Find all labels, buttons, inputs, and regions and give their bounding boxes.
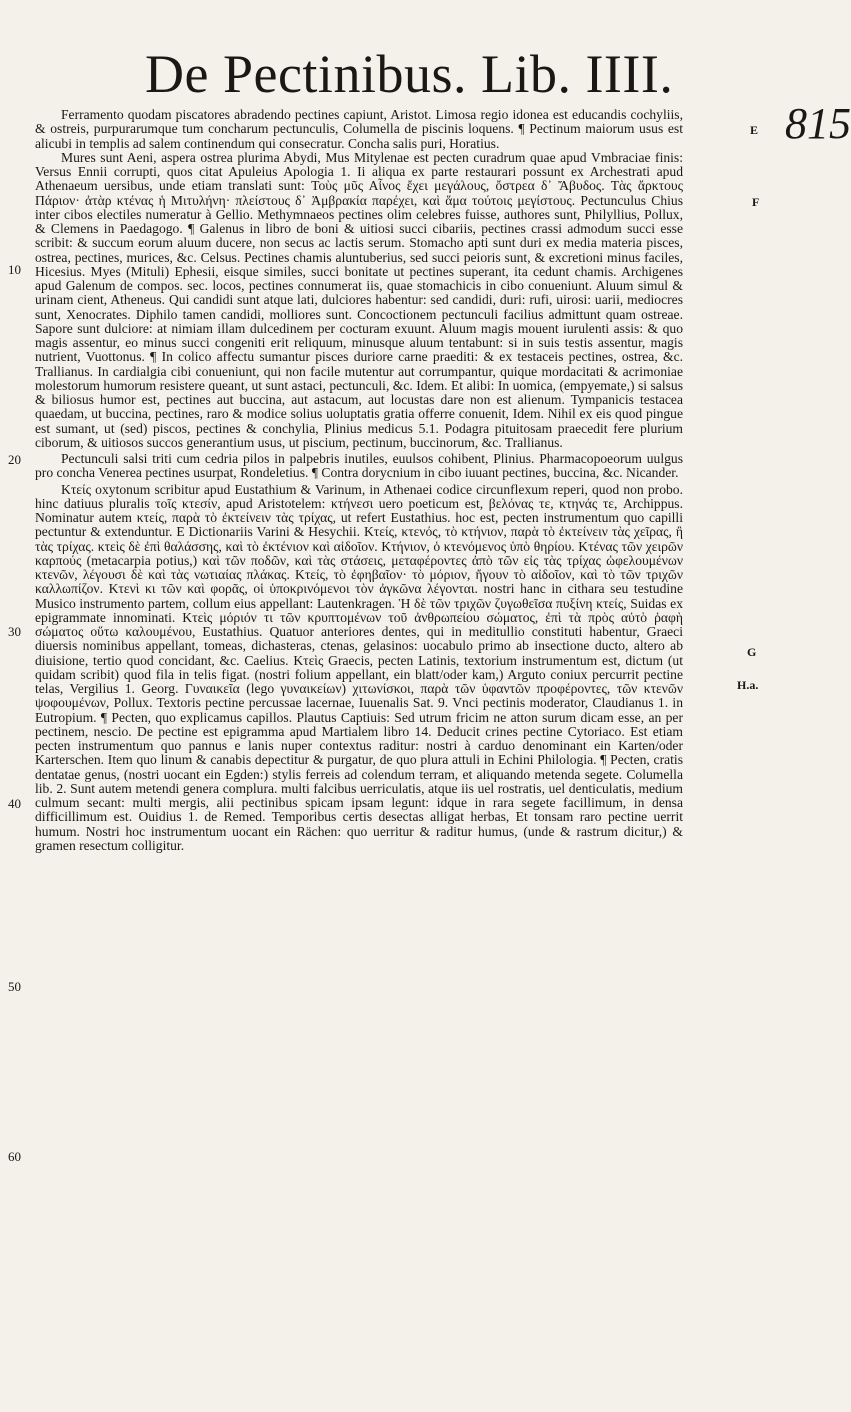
main-text bbox=[35, 108, 683, 853]
line-number: 50 bbox=[8, 979, 21, 994]
line-number: 30 bbox=[8, 624, 21, 639]
line-number: 40 bbox=[8, 796, 21, 811]
paragraph: Ferramento quodam piscatores abradendo pectines capiunt, Aristot. Limosa regio idonea est educandis cochyliis, & ostreis, purpurarumque tum concharum pectunculis, Columella de piscinis loquens. ¶ Pectinum maiorum usus est alicubi in templis ad salem continendum qui consecratur. Concha salis puri, Horatius. bbox=[35, 107, 683, 151]
paragraph: Mures sunt Aeni, aspera ostrea plurima Abydi, Mus Mitylenae est pecten curadrum quae apud Vmbraciae finis: Versus Ennii corrupti, quos citat Apuleius Apologia 1. Ii aliqua ex parte restaurari possunt ex Archestrati apud Athenaeum uersibus, unde etiam translati sunt: Τοὺς μῦς Αἶνος ἔχει μεγάλους, ὄστρεα δ᾽ Ἄβυδος. Τὰς ἄρκτους Πάριον· ἀτὰρ κτένας ἡ Μιτυλήνη· πλείστους δ᾽ Ἀμβρακία παρέχει, καὶ ἅμα τούτοις μεγίστους. Pectunculus Chius inter cibos electiles numeratur à Gellio. Methymnaeos pectines olim celebres fuisse, authores sunt, Philyllius, Pollux, & Clemens in Paedagogo. ¶ Galenus in libro de boni & uitiosi succi cibariis, pectines crassi admodum succi esse scribit: & succum eorum aluum ducere, non secus ac lactis serum. Stomacho apti sunt duri ex media materia pisces, ostrea, pectines, murices, &c. Celsus. Pectines chamis aluntuberius, sed succi peioris sunt, & excretioni minus faciles, Hicesius. Myes (Mituli) Ephesii, eisque similes, succi bonitate ut pectines superant, ita cedunt chamis. Archigenes apud Galenum de compos. sec. locos, pectines connumerat iis, quae stomachicis in cibo conueniunt. Aluum simul & urinam cient, Atheneus. Qui candidi sunt atque lati, dulciores habentur: sed candidi, duri: rufi, uirosi: uarii, mediocres sunt, Xenocrates. Diphilo tamen candidi, molliores sunt. Concoctionem pectunculi facilius admittunt quam ostreae. Sapore sunt dulciore: at nimiam illam dulcedinem per cocturam exuunt. Aluum magis mouent iurulenti assis: & quo magis assentur, eo minus succi congeniti erit reliquum, minusque aluum tentabunt: si in suis testis assentur, magis nutrient, Vuottonus. ¶ In colico affectu sumantur pisces duriore carne praediti: & ex testaceis pectines, ostrea, &c. Trallianus. In cardialgia cibi conueniunt, qui non facile mutentur aut corrumpantur, quique mordacitati & acrimoniae molestorum humorum resistere queant, ut sunt astaci, pectunculi, &c. Idem. Et alibi: In uomica, (empyemate,) si salsus & biliosus humor est, pectines aut buccina, aut astacum, aut locustas dare non est alienum. Tympanicis testacea quaedam, ut buccina, pectines, raro & modice solius uoluptatis gratia offerre conuenit, Idem. Nihil ex eis quod pingue est sumant, ut (sed) piscos, pectines & conchylia, Plinius medicus 5.1. Podagra pituitosam praecedit fere plurium ciborum, & uitiosos succos generantium usus, ut piscium, pectinum, buccinorum, &c. Trallianus. bbox=[35, 149, 683, 450]
line-number: 20 bbox=[8, 452, 21, 467]
paragraph: Pectunculi salsi triti cum cedria pilos in palpebris inutiles, euulsos cohibent, Plinius. Pharmacopoeorum uulgus pro concha Venerea pectines usurpat, Rondeletius. ¶ Contra dorycnium in cibo iuuant pectines, buccina, &c. Nicander. bbox=[35, 451, 683, 481]
paragraph: Κτείς oxytonum scribitur apud Eustathium & Varinum, in Athenaei codice circunflexum reperi, quod non probo. hinc datiuus pluralis τοῖς κτεσίν, apud Aristotelem: κτήνεσι uero poeticum est, βελόνας τε, κτηνάς τε, Archippus. Nominatur autem κτείς, παρὰ τὸ ἐκτείνειν τὰς τρίχας, ut refert Eustathius. hoc est, pecten instrumentum quo capilli pectuntur & extenduntur. E Dictionariis Varini & Hesychii. Κτείς, κτενός, τὸ κτήνιον, παρὰ τὸ ἐκτείνειν τὰς χεῖρας, ἢ τὰς τρίχας. κτεὶς δὲ ἐπὶ θαλάσσης, καὶ τὸ ἐκτένιον καὶ αἰδοῖον. Κτήνιον, ὁ κτενόμενος ὑπὸ θηρίου. Κτένας τῶν χειρῶν καρπούς (metacarpia potius,) καὶ τῶν ποδῶν, καὶ τὰς στάσεις, μεταφέροντες ἀπὸ τῶν εἰς τὰς τρίχας ὠφελουμένων κτενῶν, λέγουσι δὲ καὶ τὰς νωτιαίας πλάκας. Κτείς, τὸ ἐφηβαῖον· τὸ μόριον, ἤγουν τὸ αἰδοῖον, καὶ τὸ τῶν τριχῶν καλλωπίζον. Κτενὶ κι τῶν καὶ φορᾶς, οἱ ὑποκρινόμενοι τὸν ἀγκῶνα λέγονται. nostri hanc in cithara seu testudine Musico instrumento partem, collum eius appellant: Lautenkragen. Ἡ δὲ τῶν τριχῶν ζυγωθεῖσα πυξίνη κτείς, Suidas ex epigrammate innominati. Κτεὶς μόριόν τι τῶν κρυπτομένων τοῦ ἀνθρωπείου σώματος, ἐπὶ τὰ πρὸς αὐτὸ ῥαφὴ σώματος οὕτω καλουμένου, Eustathius. Quatuor anteriores dentes, qui in meditullio constituti habentur, Graeci diuersis nominibus appellant, tomeas, dichasteras, ctenas, gelasinos: uocabulo primo ab insectione ducto, altero ab diuisione, tertio quod concidant, &c. Caelius. Κτεὶς Graecis, pecten Latinis, textorium instrumentum est, dictum (ut quidam scribit) quod fila in telis figat. (nostri folium appellant, ein blatt/oder kam,) Arguto coniux percurrit pectine telas, Vergilius 1. Georg. Γυναικεῖα (lego γυναικείων) χιτωνίσκοι, παρὰ τῶν ὑφαντῶν προφέροντες, τῶν κτενῶν ψοφουμένων, Pollux. Textoris pectine percussae lacernae, Iuuenalis Sat. 9. Vnci pectinis moderator, Claudianus 1. in Eutropium. ¶ Pecten, quo explicamus capillos. Plautus Captiuis: Sed utrum fricim ne atton surum dicam esse, an per pectinem, nescio. De pectine est epigramma apud Martialem libro 14. Deducit crines pectine Cytoriaco. Est etiam pecten instrumentum quo pannus e lanis nuper contextus raditur: nostri à carduo denominant ein Karten/oder Karterschen. Item quo linum & canabis depectitur & purgatur, de quo plura attuli in Echini Philologia. ¶ Pecten, cratis dentatae genus, (nostri uocant ein Egden:) stylis ferreis ad colendum terram, et aliquando metenda segete. Columella lib. 2. Sunt autem metendi genera complura. multi falcibus uerriculatis, atque iis uel rostratis, uel denticulatis, medium culmum secant: multi mergis, alii pectinibus spicam ipsam legunt: idque in rara segete facillimum, in densa difficillimum est. Ouidius 1. de Remed. Temporibus certis desectas alligat herbas, Et tonsam raro pectine uerrit humum. Nostri hoc instrumentum uocant ein Rächen: quo uerritur & raditur humus, (unde & rastrum dicitur,) & gramen resectum colligitur. bbox=[35, 481, 683, 853]
margin-letter: G bbox=[747, 645, 757, 659]
margin-letter: F bbox=[752, 195, 760, 209]
margin-letter: E bbox=[750, 123, 759, 137]
page-title: De Pectinibus. Lib. IIII. bbox=[145, 44, 674, 104]
line-number: 60 bbox=[8, 1149, 21, 1164]
margin-letter: H.a. bbox=[737, 678, 759, 692]
page-number: 815 bbox=[785, 99, 851, 148]
line-number: 10 bbox=[8, 262, 21, 277]
